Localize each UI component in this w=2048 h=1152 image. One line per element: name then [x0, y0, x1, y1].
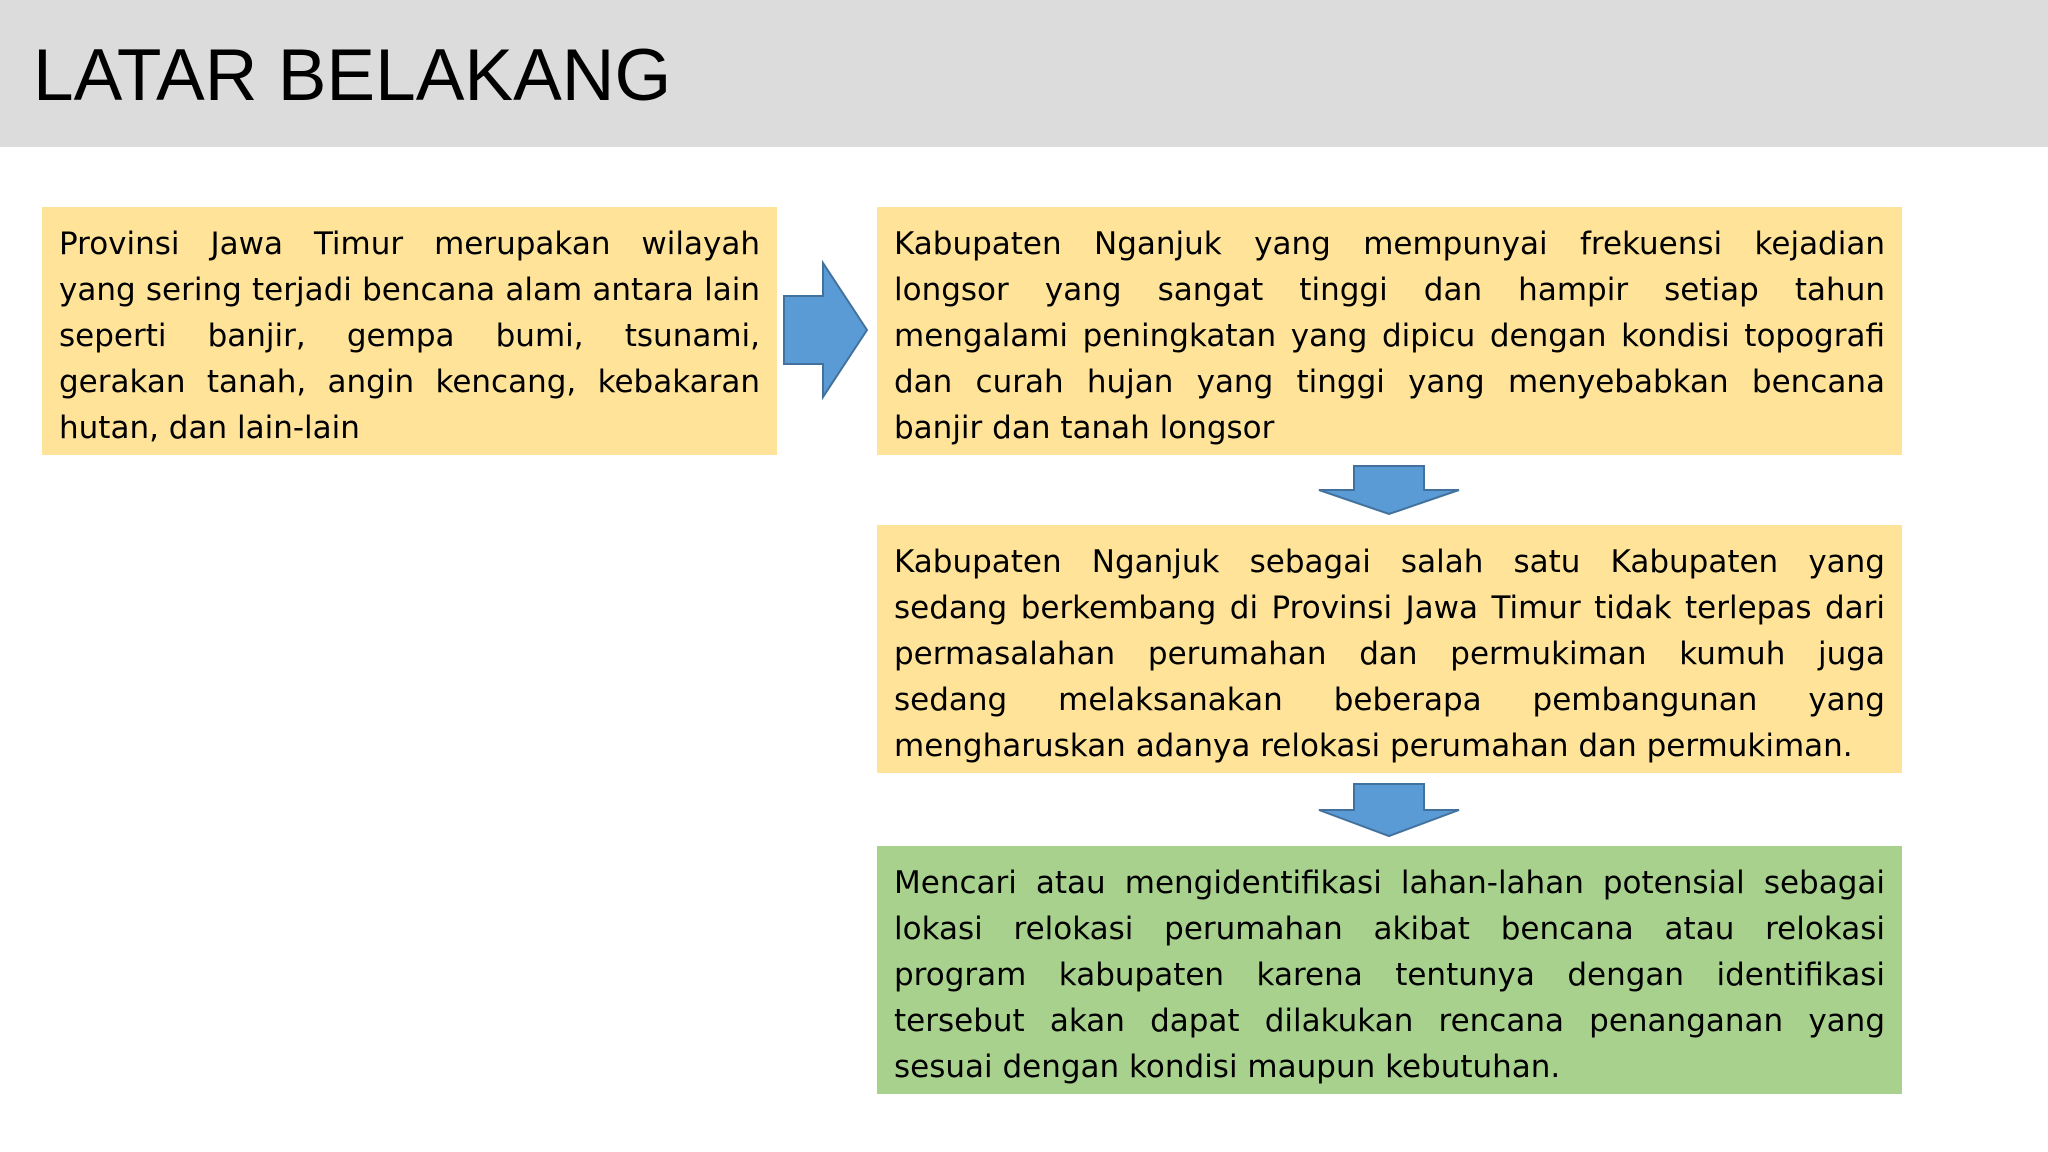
landslide-frequency-box	[877, 207, 1902, 455]
province-context-text: Provinsi Jawa Timur merupakan wilayah yang sering terjadi bencana alam antara lain seperti banjir, gempa bumi, tsunami, gerakan tanah, angin kencang, kebakaran hutan, dan lain-lain	[59, 226, 760, 446]
province-context-box	[42, 207, 777, 455]
housing-problems-box	[877, 525, 1902, 773]
arrow-down-icon	[1318, 783, 1460, 837]
title-bar	[0, 0, 2048, 147]
landslide-frequency-text: Kabupaten Nganjuk yang mempunyai frekuensi kejadian longsor yang sangat tinggi dan hampir setiap tahun mengalami peningkatan yang dipicu dengan kondisi topografi dan curah hujan yang tinggi yang menyebabkan bencana banjir dan tanah longsor	[894, 226, 1885, 446]
housing-problems-text: Kabupaten Nganjuk sebagai salah satu Kabupaten yang sedang berkembang di Provinsi Jawa Timur tidak terlepas dari permasalahan perumahan dan permukiman kumuh juga sedang melaksanakan beberapa pembangunan yang mengharuskan adanya relokasi perumahan dan permukiman.	[894, 544, 1885, 764]
objective-text: Mencari atau mengidentifikasi lahan-lahan potensial sebagai lokasi relokasi perumahan akibat bencana atau relokasi program kabupaten karena tentunya dengan identifikasi tersebut akan dapat dilakukan rencana penanganan yang sesuai dengan kondisi maupun kebutuhan.	[894, 865, 1885, 1085]
slide-title: LATAR BELAKANG	[33, 35, 672, 116]
arrow-down-icon	[1318, 465, 1460, 515]
arrow-right-icon	[783, 262, 869, 398]
objective-box	[877, 846, 1902, 1094]
